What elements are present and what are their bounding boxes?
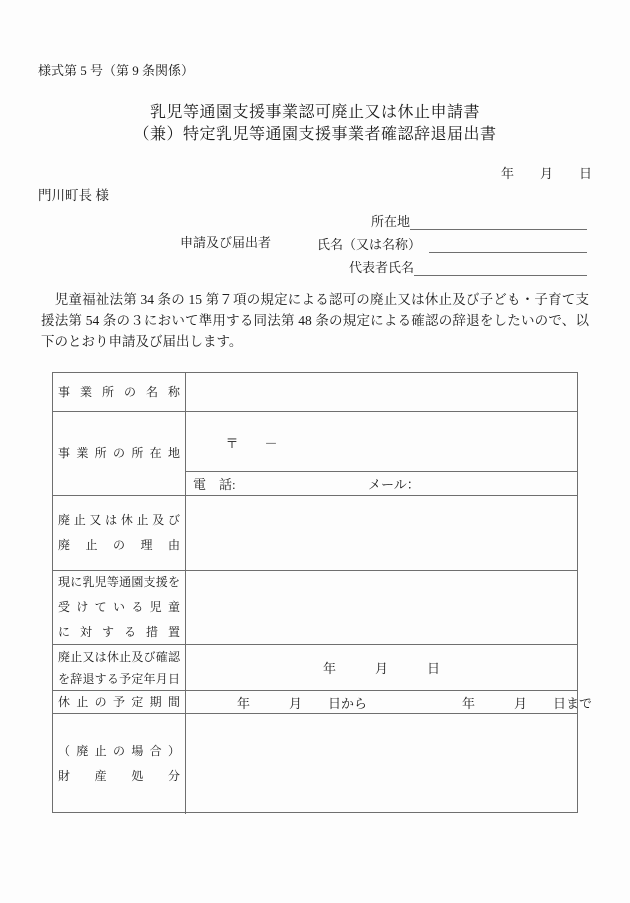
- scheduled-date-placeholder: 年 月 日: [322, 661, 440, 676]
- form-table: [52, 372, 593, 813]
- table-row-business-address: [53, 411, 577, 495]
- table-row-child-measures: [53, 570, 577, 644]
- scheduled-date-cell: [186, 645, 577, 690]
- name-blank-line: [429, 239, 587, 253]
- table-row-property-disposal: [53, 713, 577, 814]
- business-address-label: 事業所の所在地: [53, 412, 186, 495]
- child-measures-label: 現に乳児等通園支援を 受けている児童 に対する措置: [53, 571, 186, 644]
- name-label: 氏名（又は名称）: [316, 237, 421, 252]
- period-from-placeholder: 年 月 日から: [237, 695, 368, 711]
- property-disposal-label: （廃止の場合） 財産処分: [53, 714, 186, 814]
- applicant-field-address: [257, 207, 587, 230]
- child-measures-cell: [186, 571, 577, 644]
- business-address-cell: [186, 412, 577, 495]
- reason-cell: [186, 496, 577, 570]
- addressee: 門川町長 様: [38, 188, 109, 203]
- applicant-field-name: [257, 230, 587, 253]
- business-name-cell: [186, 373, 577, 411]
- form-title-line2: （兼）特定乳児等通園支援事業者確認辞退届出書: [133, 126, 497, 143]
- reason-label: 廃止又は休止及び 廃止の理由: [53, 496, 186, 570]
- mail-label: メール：: [368, 476, 420, 492]
- scheduled-date-label: 廃止又は休止及び確認 を辞退する予定年月日: [53, 645, 186, 690]
- table-row-suspension-period: [53, 690, 593, 713]
- business-name-label: 事業所の名称: [53, 373, 186, 411]
- address-blank-line: [410, 216, 587, 230]
- suspension-period-placeholders: [186, 691, 592, 713]
- table-row-business-name: [53, 373, 577, 411]
- applicant-group-label: 申請及び届出者: [180, 235, 272, 250]
- applicant-field-representative: [257, 253, 587, 276]
- representative-label: 代表者氏名: [348, 260, 414, 275]
- table-row-scheduled-date: [53, 644, 577, 690]
- phone-label: 電 話:: [193, 476, 236, 492]
- body-paragraph: 児童福祉法第 34 条の 15 第７項の規定による認可の廃止又は休止及び子ども・子育て支援法第 54 条の３において準用する同法第 48 条の規定による確認の辞退をしたいので、以下のとおり申請及び届出します。: [41, 292, 589, 349]
- suspension-period-label: 休止の予定期間: [53, 691, 186, 713]
- table-row-reason: [53, 495, 577, 570]
- suspension-period-cell: [186, 691, 592, 713]
- applicant-block: [257, 207, 587, 276]
- address-label: 所在地: [370, 214, 410, 229]
- postal-mark: 〒 －: [225, 436, 278, 451]
- representative-blank-line: [414, 262, 587, 276]
- period-to-placeholder: 年 月 日まで: [462, 695, 593, 711]
- property-disposal-cell: [186, 714, 577, 814]
- date-placeholder: 年 月 日: [500, 166, 592, 181]
- phone-mail-row: [186, 471, 577, 494]
- form-number: 様式第 5 号（第 9 条関係）: [38, 63, 195, 78]
- form-title-line1: 乳児等通園支援事業認可廃止又は休止申請書: [149, 104, 480, 121]
- postal-code-area: [186, 412, 577, 471]
